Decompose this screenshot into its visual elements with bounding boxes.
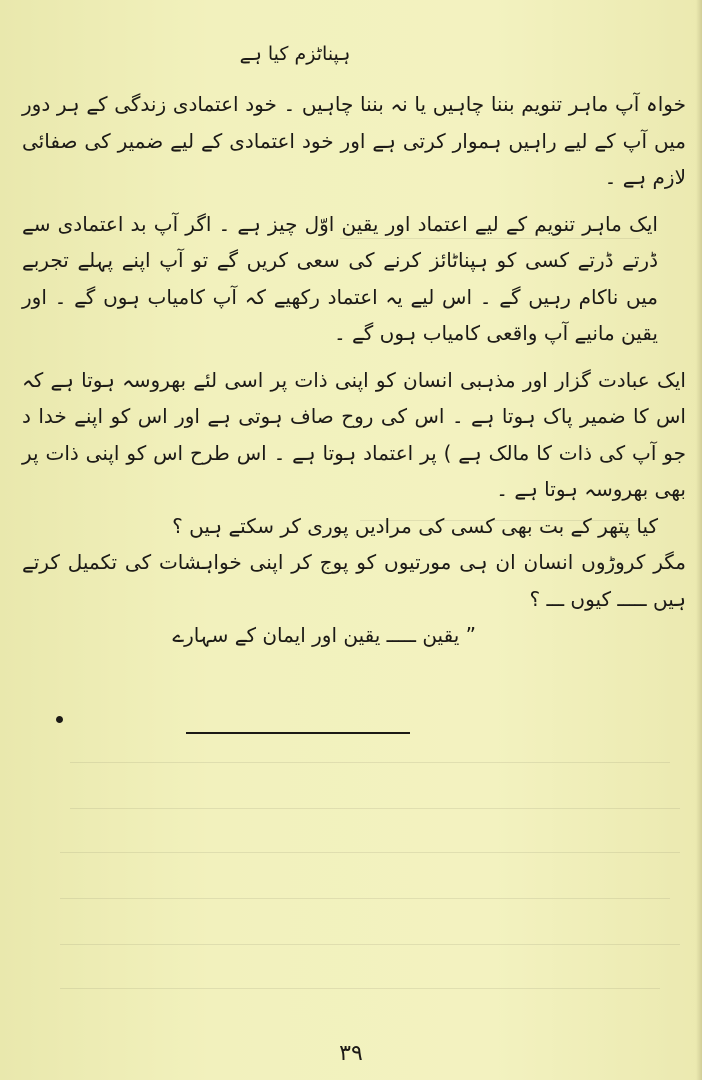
bleed-through-line: [60, 944, 680, 945]
paragraph-self-confidence: خواہ آپ ماہر تنویم بننا چاہیں یا نہ بننا چاہیں ۔ خود اعتمادی زندگی کے ہر دور میں آپ کے لیے راہیں ہموار کرتی ہے اور خود اعتمادی کے لیے ضمیر کی صفائی لازم ہے ۔: [22, 92, 686, 189]
bleed-through-line: [70, 808, 680, 809]
page-fold-shadow: [696, 0, 702, 1080]
bullet-dot: [56, 716, 63, 723]
bleed-through-line: [60, 898, 670, 899]
page-number: ۳۹: [339, 1041, 363, 1066]
article-body: [22, 86, 686, 654]
paragraph-closing-answer: ” یقین ـــــ یقین اور ایمان کے سہارے: [172, 623, 476, 647]
page-title: ہپناٹزم کیا ہے: [239, 43, 351, 65]
section-divider: [186, 732, 410, 734]
paragraph-trust-and-belief: ایک ماہر تنویم کے لیے اعتماد اور یقین اوّل چیز ہے ۔ اگر آپ بد اعتمادی سے ڈرتے ڈرتے کسی کو ہپناٹائز کرنے کی سعی کریں گے تو آپ اپنے پہلے تجربے میں ناکام رہیں گے ۔ اس لیے یہ اعتماد رکھیے کہ آپ کامیاب ہوں گے ۔ اور یقین مانیے آپ واقعی کامیاب ہوں گے ۔: [22, 211, 658, 345]
bleed-through-line: [70, 762, 670, 763]
paragraph-stone-idols-question: کیا پتھر کے بت بھی کسی کی مرادیں پوری کر سکتے ہیں ؟: [172, 513, 658, 538]
paragraph-millions-worship: مگر کروڑوں انسان ان ہی مورتیوں کو پوج کر اپنی خواہشات کی تکمیل کرتے ہیں ـــــ کیوں ـــ ؟: [22, 550, 686, 611]
bleed-through-line: [60, 852, 680, 853]
bleed-through-line: [60, 988, 660, 989]
paragraph-devout-person: ایک عبادت گزار اور مذہبی انسان کو اپنی ذات پر اسی لئے بھروسہ ہوتا ہے کہ اس کا ضمیر پاک ہوتا ہے ۔ اس کی روح صاف ہوتی ہے اور اس کو اپنے خدا د جو آپ کی ذات کا مالک ہے ) پر اعتماد ہوتا ہے ۔ اس طرح اس کو اپنی ذات پر بھی بھروسہ ہوتا ہے ۔: [22, 367, 686, 501]
